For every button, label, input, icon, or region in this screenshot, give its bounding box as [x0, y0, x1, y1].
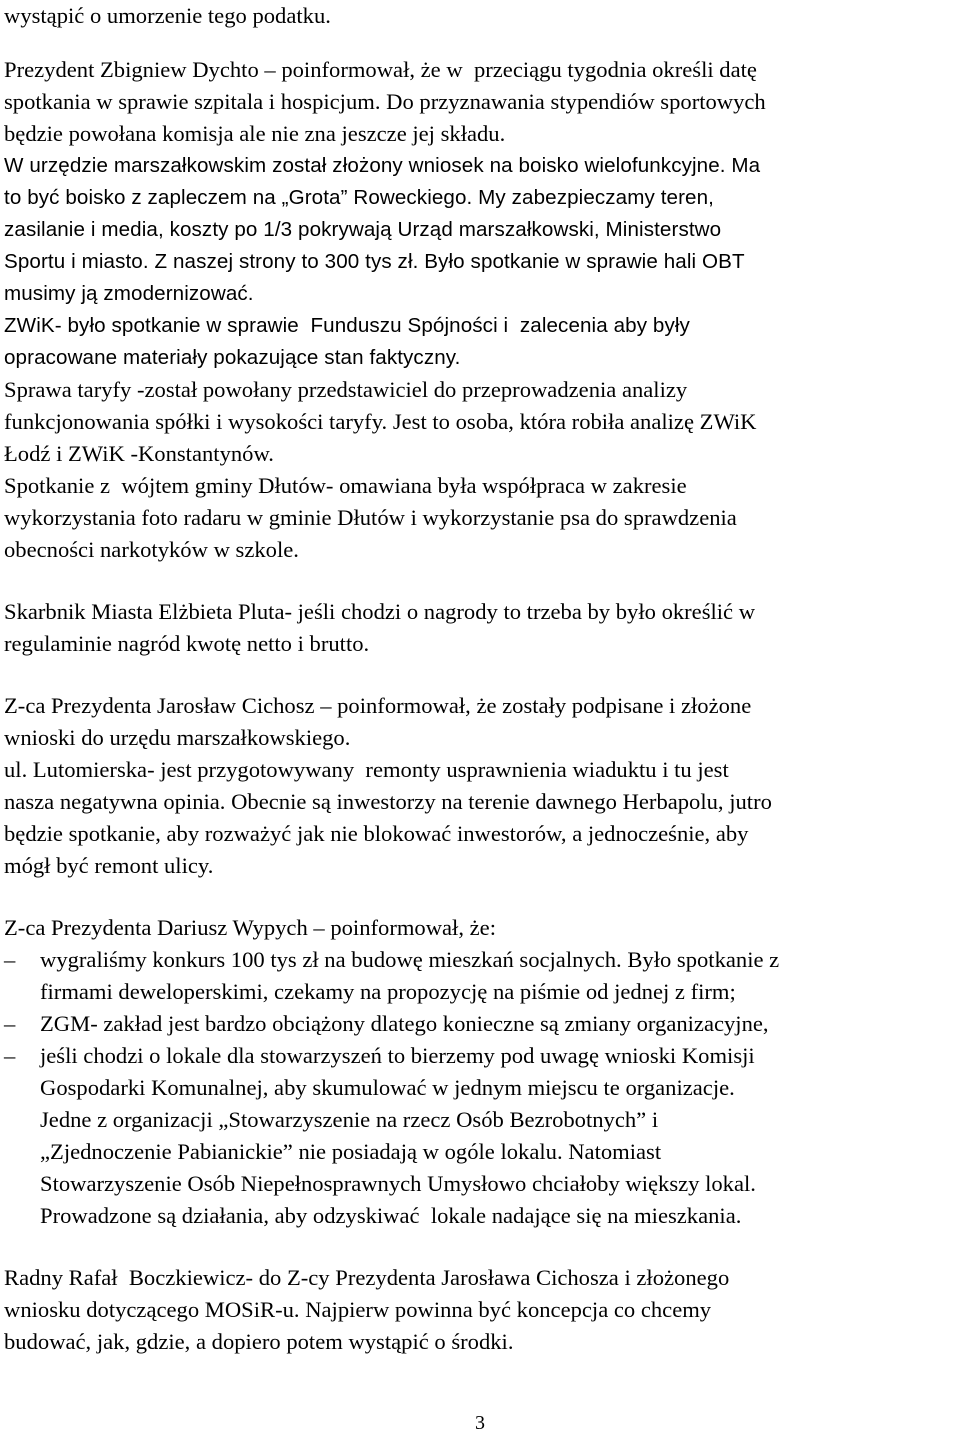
text-line: ul. Lutomierska- jest przygotowywany remonty usprawnienia wiaduktu i tu jest	[4, 757, 729, 782]
paragraph-treasurer	[4, 596, 956, 660]
text-line: będzie powołana komisja ale nie zna jeszcze jej składu.	[4, 121, 506, 146]
text-line: funkcjonowania spółki i wysokości taryfy. Jest to osoba, która robiła analizę ZWiK	[4, 409, 757, 434]
text-line: Łodź i ZWiK -Konstantynów.	[4, 441, 274, 466]
paragraph-president-report	[4, 54, 956, 566]
dash-bullet: –	[4, 1043, 16, 1068]
text-line: wniosku dotyczącego MOSiR-u. Najpierw powinna być koncepcja co chcemy	[4, 1297, 712, 1322]
text-line: Prowadzone są działania, aby odzyskiwać lokale nadające się na mieszkania.	[40, 1203, 742, 1228]
text-line: opracowane materiały pokazujące stan faktyczny.	[4, 346, 461, 369]
text-line: „Zjednoczenie Pabianickie” nie posiadają w ogóle lokalu. Natomiast	[40, 1139, 662, 1164]
text-line: obecności narkotyków w szkole.	[4, 537, 299, 562]
text-line: musimy ją zmodernizować.	[4, 282, 254, 305]
text-line: mógł być remont ulicy.	[4, 853, 214, 878]
text-line: Spotkanie z wójtem gminy Dłutów- omawiana była współpraca w zakresie	[4, 473, 687, 498]
text-line: ZGM- zakład jest bardzo obciążony dlatego konieczne są zmiany organizacyjne,	[40, 1011, 769, 1036]
text-line: spotkania w sprawie szpitala i hospicjum. Do przyznawania stypendiów sportowych	[4, 89, 766, 114]
text-line: W urzędzie marszałkowskim został złożony wniosek na boisko wielofunkcyjne. Ma	[4, 154, 761, 177]
text-line: jeśli chodzi o lokale dla stowarzyszeń to bierzemy pod uwagę wnioski Komisji	[40, 1043, 755, 1068]
text-line: to być boisko z zapleczem na „Grota” Roweckiego. My zabezpieczamy teren,	[4, 186, 714, 209]
paragraph-vice-president-cichosz	[4, 690, 956, 882]
text-line: Gospodarki Komunalnej, aby skumulować w jednym miejscu te organizacje.	[40, 1075, 735, 1100]
dash-bullet: –	[4, 947, 16, 972]
list-item	[4, 944, 956, 1008]
dash-bullet: –	[4, 1011, 16, 1036]
text-line: ZWiK- było spotkanie w sprawie Funduszu Spójności i zalecenia aby były	[4, 314, 690, 337]
text-line: Skarbnik Miasta Elżbieta Pluta- jeśli chodzi o nagrody to trzeba by było określić w	[4, 599, 756, 624]
paragraph-councillor	[4, 1262, 956, 1358]
list-item	[4, 1008, 956, 1040]
page-number: 3	[475, 1412, 485, 1434]
text-line: firmami deweloperskimi, czekamy na propozycję na piśmie od jednej z firm;	[40, 979, 736, 1004]
text-line: będzie spotkanie, aby rozważyć jak nie blokować inwestorów, a jednocześnie, aby	[4, 821, 749, 846]
text-line: Sprawa taryfy -został powołany przedstawiciel do przeprowadzenia analizy	[4, 377, 688, 402]
text-line: Sportu i miasto. Z naszej strony to 300 tys zł. Było spotkanie w sprawie hali OBT	[4, 250, 745, 273]
text-line: budować, jak, gdzie, a dopiero potem wystąpić o środki.	[4, 1329, 514, 1354]
text-line: regulaminie nagród kwotę netto i brutto.	[4, 631, 370, 656]
text-line: wykorzystania foto radaru w gminie Dłutów i wykorzystanie psa do sprawdzenia	[4, 505, 737, 530]
text-line: Stowarzyszenie Osób Niepełnosprawnych Umysłowo chciałoby większy lokal.	[40, 1171, 756, 1196]
text-line: Z-ca Prezydenta Jarosław Cichosz – poinformował, że zostały podpisane i złożone	[4, 693, 752, 718]
text-line: Prezydent Zbigniew Dychto – poinformował, że w przeciągu tygodnia określi datę	[4, 57, 757, 82]
text-line: Jedne z organizacji „Stowarzyszenie na rzecz Osób Bezrobotnych” i	[40, 1107, 659, 1132]
document-page	[4, 0, 956, 1358]
text-line: wygraliśmy konkurs 100 tys zł na budowę mieszkań socjalnych. Było spotkanie z	[40, 947, 780, 972]
text-line: zasilanie i media, koszty po 1/3 pokrywają Urząd marszałkowski, Ministerstwo	[4, 218, 722, 241]
list-item	[4, 1040, 956, 1232]
paragraph-vice-president-wypych	[4, 912, 956, 1232]
text-line: wnioski do urzędu marszałkowskiego.	[4, 725, 351, 750]
text-line: wystąpić o umorzenie tego podatku.	[4, 3, 331, 28]
text-line: Z-ca Prezydenta Dariusz Wypych – poinformował, że:	[4, 915, 496, 940]
text-line: nasza negatywna opinia. Obecnie są inwestorzy na terenie dawnego Herbapolu, jutro	[4, 789, 772, 814]
text-line: Radny Rafał Boczkiewicz- do Z-cy Prezydenta Jarosława Cichosza i złożonego	[4, 1265, 730, 1290]
